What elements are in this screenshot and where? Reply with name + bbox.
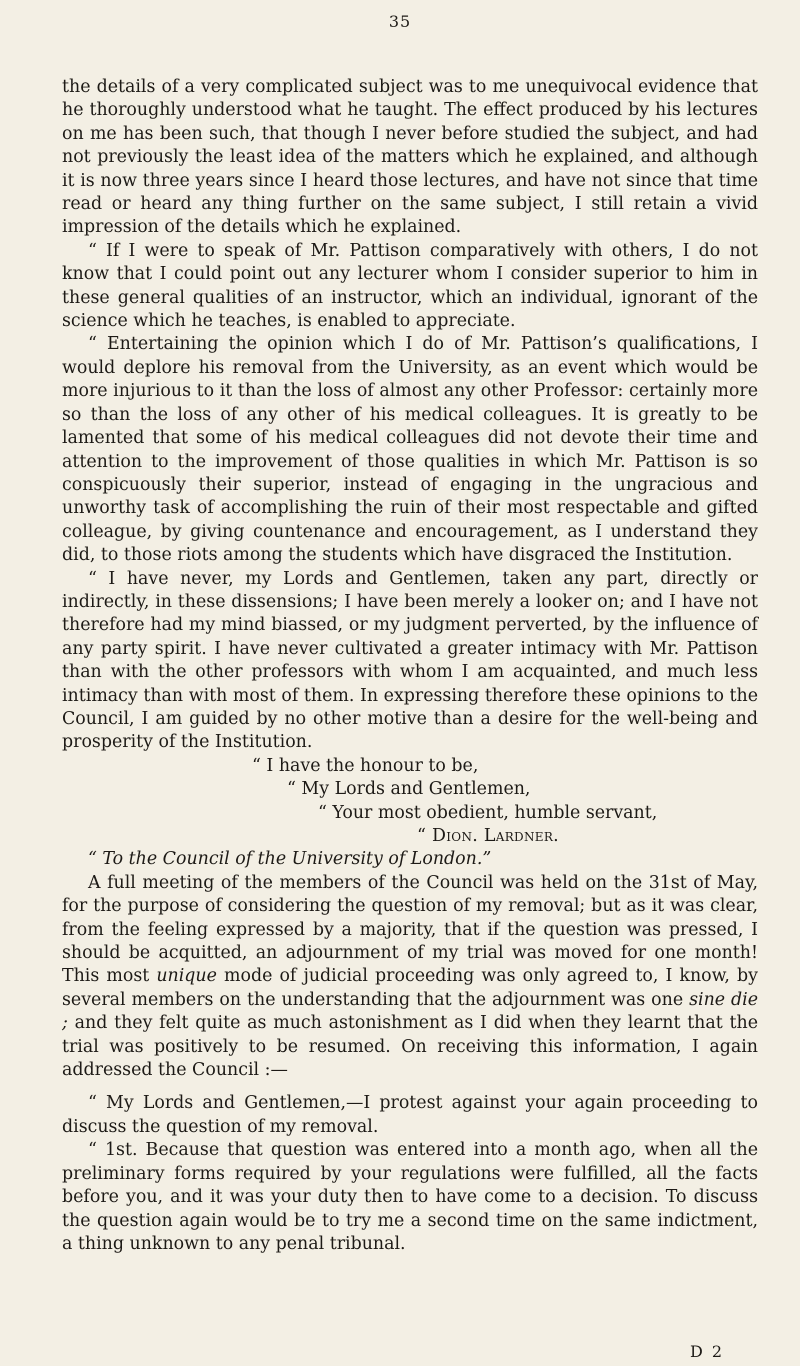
address-line: “ To the Council of the University of London.”: [88, 849, 492, 870]
body-text: [62, 76, 758, 1256]
page-number: 35: [388, 12, 412, 31]
narrative-part-1: A full meeting of the members of the Council was held on the 31st of May, for the purpose of considering the question of my removal; but as it was clear, from the feeling expressed by a majority, that if the question was pressed, I should be acquitted, an adjournment of my trial was moved for one month! This most: [62, 872, 758, 987]
paragraph-continuation: the details of a very complicated subject was to me unequivocal evidence that he thoroughly understood what he taught. The effect produced by his lectures on me has been such, that though I never before studied the subject, and had not previously the least idea of the matters which he explained, and although it is now three years since I heard those lectures, and have not since that time read or heard any thing further on the same subject, I still retain a vivid impression of the details which he explained.: [62, 77, 758, 238]
closing-line-servant: “ Your most obedient, humble servant,: [318, 802, 658, 823]
narrative-part-3: and they felt quite as much astonishment as I did when they learnt that the trial was positively to be resumed. On receiving this information, I again addressed the Council :—: [62, 1013, 758, 1081]
paragraph-opinion: “ Entertaining the opinion which I do of Mr. Pattison’s qualifications, I would deplore his removal from the University, as an event which would be more injurious to it than the loss of almost any other Professor: certainly more so than the loss of any other of his medical colleagues. It is greatly to be lamented that some of his medical colleagues did not devote their time and attention to the improvement of those qualities in which Mr. Pattison is so conspicuously their superior, instead of engaging in the ungracious and unworthy task of accomplishing the ruin of their most respectable and gifted colleague, by giving countenance and encouragement, as I understand they did, to those riots among the students which have disgraced the Institution.: [62, 334, 758, 566]
emphasis-unique: unique: [156, 966, 217, 987]
closing-line-salutation: “ My Lords and Gentlemen,: [287, 779, 531, 800]
closing-line-honour: “ I have the honour to be,: [252, 755, 479, 776]
narrative-part-2: mode of judicial proceeding was only agreed to, I know, by several members on the understanding that the adjournment was one: [62, 966, 758, 1010]
letter-closing: [62, 755, 758, 849]
closing-signature: “ Dion. Lardner.: [417, 826, 559, 846]
emphasis-sine-die: sine die ;: [62, 989, 758, 1034]
paragraph-council-meeting: [62, 872, 758, 1083]
paragraph-neutrality: “ I have never, my Lords and Gentlemen, taken any part, directly or indirectly, in these dissensions; I have been merely a looker on; and I have not therefore had my mind biassed, or my judgment perverted, by the influence of any party spirit. I have never cultivated a greater intimacy with Mr. Pattison than with the other professors with whom I am acquainted, and much less intimacy than with most of them. In expressing therefore these opinions to the Council, I am guided by no other motive than a desire for the well-being and prosperity of the Institution.: [62, 568, 758, 753]
paragraph-comparison: “ If I were to speak of Mr. Pattison comparatively with others, I do not know that I could point out any lecturer whom I consider superior to him in these general qualities of an instructor, which an individual, ignorant of the science which he teaches, is enabled to appreciate.: [62, 240, 758, 332]
signature-mark: D 2: [690, 1342, 725, 1361]
paragraph-protest: “ My Lords and Gentlemen,—I protest against your again proceeding to discuss the question of my removal.: [62, 1093, 758, 1137]
paragraph-first-reason: “ 1st. Because that question was entered into a month ago, when all the preliminary forms required by your regulations were fulfilled, all the facts before you, and it was your duty then to have come to a decision. To discuss the question again would be to try me a second time on the same indictment, a thing unknown to any penal tribunal.: [62, 1140, 758, 1254]
